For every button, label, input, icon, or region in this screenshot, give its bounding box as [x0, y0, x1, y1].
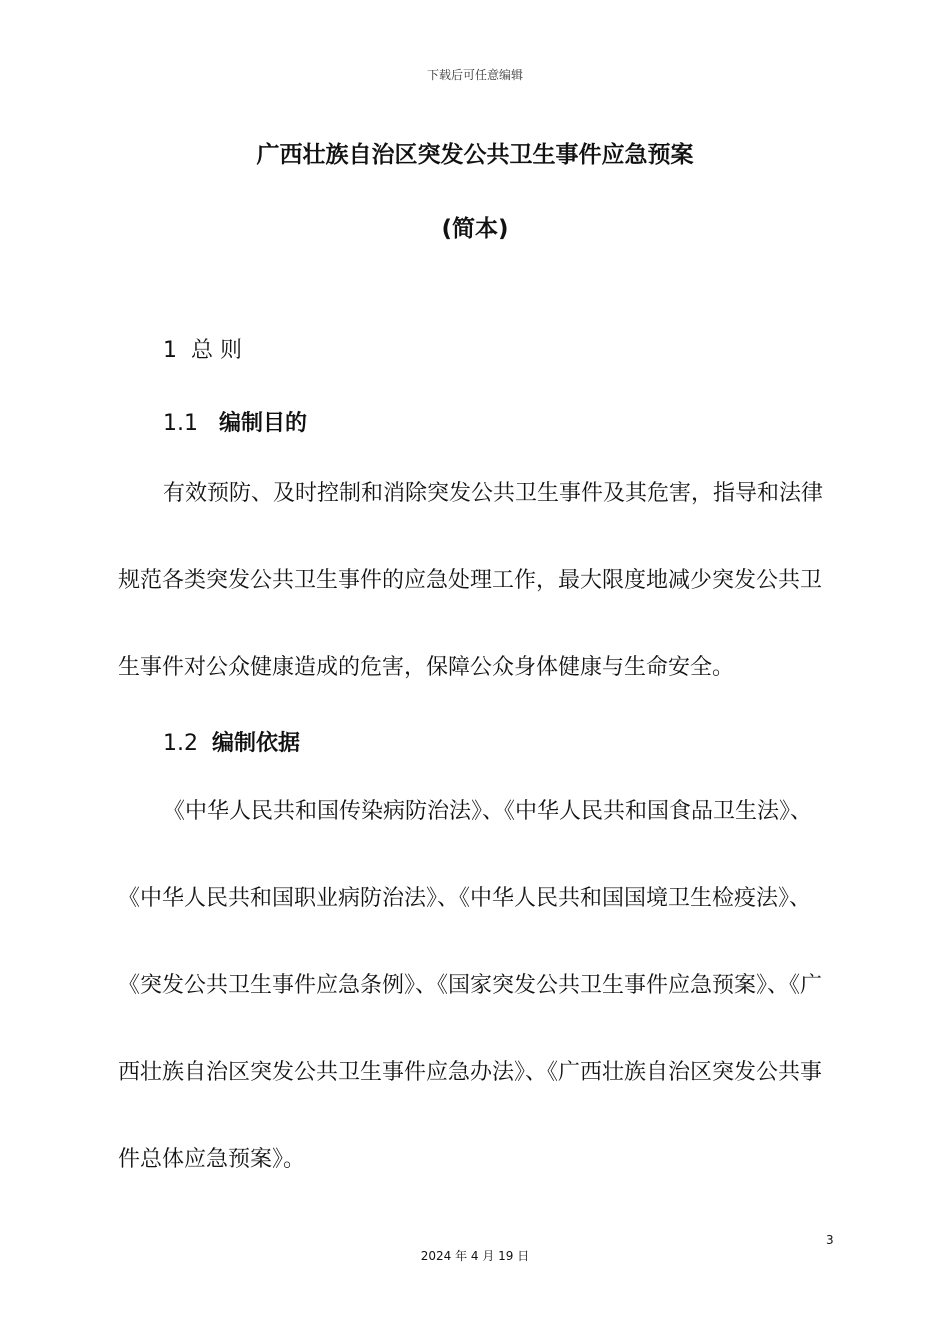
- section-heading-general: [163, 333, 242, 364]
- footer-date: 2024 年 4 月 19 日: [420, 1249, 530, 1263]
- section-number: 1.1: [163, 411, 198, 436]
- section-title: 编制依据: [212, 731, 301, 756]
- page-number: 3: [826, 1233, 834, 1247]
- section-heading-purpose: [163, 406, 307, 437]
- document-title: 广西壮族自治区突发公共卫生事件应急预案: [256, 142, 694, 168]
- section-heading-basis: [163, 726, 300, 757]
- section-title: 编制目的: [218, 411, 307, 436]
- paragraph-basis: 《中华人民共和国传染病防治法》、《中华人民共和国食品卫生法》、《中华人民共和国职业病防治法》、《中华人民共和国国境卫生检疫法》、《突发公共卫生事件应急条例》、《国家突发公共卫生事件应急预案》、《广西壮族自治区突发公共卫生事件应急办法》、《广西壮族自治区突发公共事件总体应急预案》。: [118, 799, 823, 1172]
- document-subtitle: (简本): [441, 216, 509, 242]
- paragraph-purpose: 有效预防、及时控制和消除突发公共卫生事件及其危害，指导和法律规范各类突发公共卫生事件的应急处理工作，最大限度地减少突发公共卫生事件对公众健康造成的危害，保障公众身体健康与生命安全。: [118, 481, 824, 680]
- section-number: 1.2: [163, 731, 198, 756]
- section-number: 1: [163, 338, 177, 363]
- section-title: 总 则: [191, 338, 242, 363]
- header-note: 下载后可任意编辑: [426, 68, 523, 82]
